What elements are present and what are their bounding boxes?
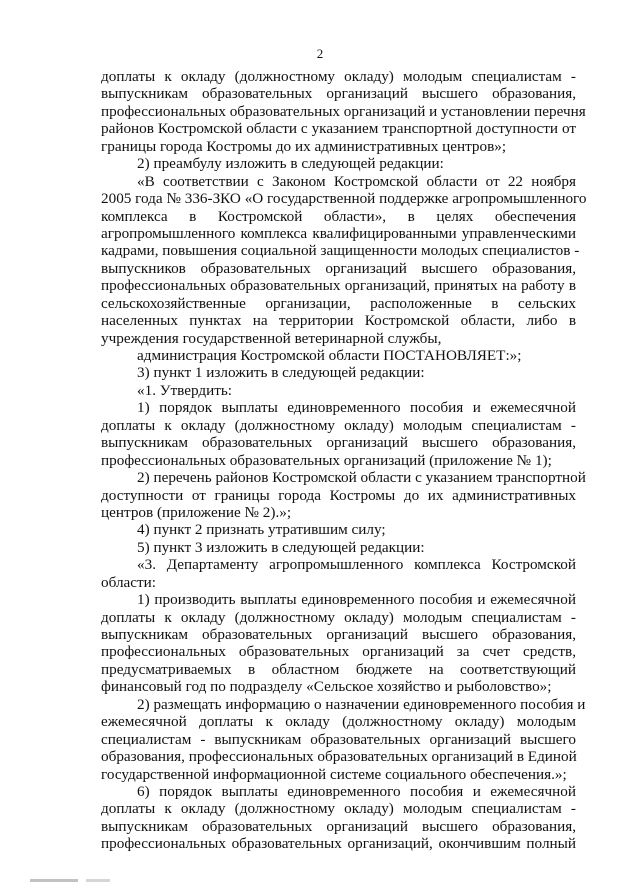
text-line: комплекса в Костромской области», в целях обеспечения: [101, 207, 576, 225]
text-line: 5) пункт 3 изложить в следующей редакции:: [137, 538, 425, 556]
text-line: 2) преамбулу изложить в следующей редакции:: [137, 155, 444, 173]
text-line: центров (приложение № 2).»;: [101, 503, 292, 521]
footer-scan-mark: [30, 879, 110, 882]
text-line: специалистам - выпускникам образовательных организаций высшего: [101, 730, 576, 748]
text-line: 2) размещать информацию о назначении единовременного пособия и: [137, 695, 586, 713]
text-line: доступности от границы города Костромы до их административных: [101, 486, 576, 504]
text-line: сельскохозяйственные организации, расположенные в сельских: [101, 294, 576, 312]
text-line: 2) перечень районов Костромской области с указанием транспортной: [137, 469, 586, 487]
text-line: выпускникам образовательных организаций высшего образования,: [101, 817, 576, 835]
text-line: государственной информационной системе социального обеспечения.»;: [101, 765, 567, 783]
text-line: доплаты к окладу (должностному окладу) молодым специалистам -: [101, 800, 576, 818]
text-line: агропромышленного комплекса квалифицированными управленческими: [101, 224, 576, 242]
text-line: выпускникам образовательных организаций высшего образования,: [101, 85, 576, 103]
text-line: доплаты к окладу (должностному окладу) молодым специалистам -: [101, 608, 576, 626]
text-line: образования, профессиональных образовательных организаций в Единой: [101, 748, 577, 766]
text-line: профессиональных образовательных организаций (приложение № 1);: [101, 451, 552, 469]
text-line: доплаты к окладу (должностному окладу) молодым специалистам -: [101, 416, 576, 434]
text-line: 4) пункт 2 признать утратившим силу;: [137, 521, 386, 539]
text-line: профессиональных образовательных организаций, принятых на работу в: [101, 277, 576, 295]
text-line: ежемесячной доплаты к окладу (должностному окладу) молодым: [101, 713, 576, 731]
text-line: 3) пункт 1 изложить в следующей редакции:: [137, 364, 425, 382]
text-line: населенных пунктах на территории Костромской области, либо в: [101, 312, 576, 330]
text-line: предусматриваемых в областном бюджете на соответствующий: [101, 660, 576, 678]
text-line: «В соответствии с Законом Костромской области от 22 ноября: [137, 172, 576, 190]
text-line: границы города Костромы до их административных центров»;: [101, 137, 507, 155]
text-line: выпускникам образовательных организаций высшего образования,: [101, 626, 576, 643]
text-line: администрация Костромской области ПОСТАНОВЛЯЕТ:»;: [137, 347, 522, 364]
text-line: учреждения государственной ветеринарной службы,: [101, 329, 442, 347]
text-line: финансовый год по подразделу «Сельское хозяйство и рыболовство»;: [101, 678, 552, 696]
text-line: районов Костромской области с указанием транспортной доступности от: [101, 120, 576, 138]
text-line: кадрами, повышения социальной защищенности молодых специалистов -: [101, 242, 580, 260]
document-body-text: [101, 68, 587, 853]
text-line: профессиональных образовательных организаций и установлении перечня: [101, 102, 586, 120]
text-line: «3. Департаменту агропромышленного комплекса Костромской: [137, 556, 576, 574]
text-line: выпускникам образовательных организаций высшего образования,: [101, 434, 576, 452]
text-line: профессиональных образовательных организаций за счет средств,: [101, 643, 576, 661]
text-line: «1. Утвердить:: [137, 381, 233, 399]
text-line: доплаты к окладу (должностному окладу) молодым специалистам -: [101, 68, 576, 85]
text-line: 1) порядок выплаты единовременного пособия и ежемесячной: [137, 399, 576, 417]
page-number: 2: [316, 46, 324, 61]
text-line: 6) порядок выплаты единовременного пособия и ежемесячной: [137, 782, 576, 800]
text-line: области:: [101, 573, 156, 591]
text-line: выпускников образовательных организаций высшего образования,: [101, 259, 576, 277]
text-line: профессиональных образовательных организаций, окончившим полный: [101, 835, 576, 853]
text-line: 1) производить выплаты единовременного пособия и ежемесячной: [137, 591, 576, 609]
text-line: 2005 года № 336-ЗКО «О государственной поддержке агропромышленного: [101, 190, 587, 208]
